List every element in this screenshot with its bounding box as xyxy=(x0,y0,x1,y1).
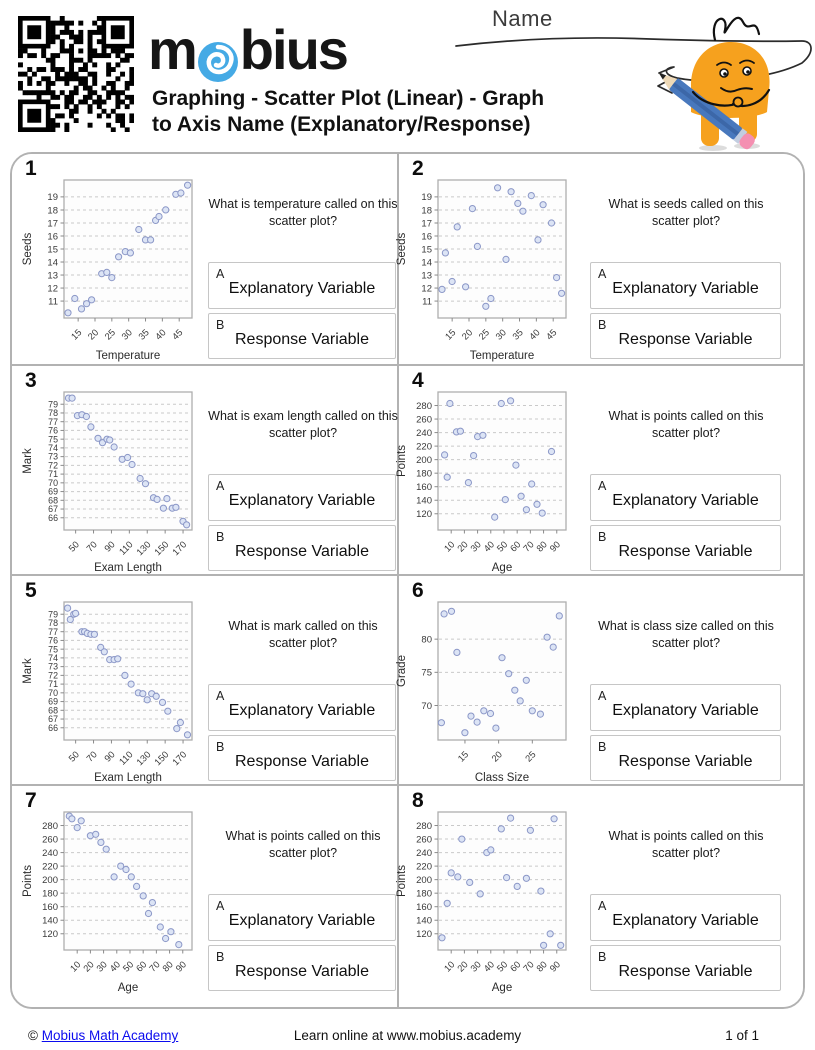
answer-options xyxy=(208,262,396,359)
svg-text:180: 180 xyxy=(416,888,432,900)
svg-text:280: 280 xyxy=(416,400,432,412)
svg-text:170: 170 xyxy=(170,749,189,768)
svg-text:72: 72 xyxy=(48,670,58,681)
svg-text:280: 280 xyxy=(42,820,58,832)
svg-text:74: 74 xyxy=(48,653,58,664)
svg-text:67: 67 xyxy=(48,504,58,515)
svg-text:110: 110 xyxy=(117,749,135,767)
svg-text:60: 60 xyxy=(134,959,149,974)
title-line-1: Graphing - Scatter Plot (Linear) - Graph xyxy=(152,87,545,110)
answer-label-b: Response Variable xyxy=(234,543,369,560)
answer-letter-a: A xyxy=(216,267,225,281)
logo-text-bius: bius xyxy=(239,17,347,81)
answer-label-b: Response Variable xyxy=(618,963,753,980)
svg-text:77: 77 xyxy=(48,416,58,427)
svg-text:74: 74 xyxy=(48,443,58,454)
question-panel-6 xyxy=(396,576,803,786)
svg-text:13: 13 xyxy=(421,270,432,282)
answer-options xyxy=(208,474,396,571)
svg-text:14: 14 xyxy=(47,257,58,269)
svg-text:10: 10 xyxy=(442,539,457,554)
answer-option-b[interactable] xyxy=(208,945,396,991)
footer-learn-online: Learn online at www.mobius.academy xyxy=(293,1028,522,1043)
svg-text:75: 75 xyxy=(421,667,432,679)
question-number: 2 xyxy=(412,157,424,180)
answer-label-a: Explanatory Variable xyxy=(612,912,759,929)
svg-text:78: 78 xyxy=(48,618,58,629)
svg-text:11: 11 xyxy=(48,296,58,308)
svg-text:19: 19 xyxy=(421,192,432,204)
svg-text:130: 130 xyxy=(134,749,153,768)
answer-label-a: Explanatory Variable xyxy=(228,912,376,929)
svg-text:200: 200 xyxy=(416,874,432,886)
svg-text:66: 66 xyxy=(48,512,58,523)
question-text: What is points called on this scatter plot? xyxy=(225,829,381,860)
answer-option-a[interactable] xyxy=(590,684,781,731)
answer-label-a: Explanatory Variable xyxy=(612,492,759,509)
scatter-plot-age-points xyxy=(396,384,574,574)
question-text: What is points called on this scatter plot? xyxy=(608,829,764,860)
question-panel-8 xyxy=(396,786,803,1007)
answer-label-b: Response Variable xyxy=(618,331,753,348)
svg-text:180: 180 xyxy=(416,468,432,480)
svg-text:15: 15 xyxy=(455,749,471,764)
svg-text:20: 20 xyxy=(86,327,101,342)
svg-text:11: 11 xyxy=(422,296,432,308)
svg-text:15: 15 xyxy=(47,244,58,256)
answer-option-b[interactable] xyxy=(590,525,781,571)
svg-text:90: 90 xyxy=(102,749,117,764)
question-text: What is seeds called on this scatter plot? xyxy=(608,197,764,228)
answer-letter-a: A xyxy=(598,479,607,493)
question-number: 4 xyxy=(412,369,424,392)
svg-text:14: 14 xyxy=(421,257,432,269)
answer-label-b: Response Variable xyxy=(234,753,369,770)
svg-text:80: 80 xyxy=(534,539,549,554)
svg-text:67: 67 xyxy=(48,714,58,725)
answer-label-b: Response Variable xyxy=(234,331,369,348)
answer-label-b: Response Variable xyxy=(618,753,753,770)
svg-text:15: 15 xyxy=(69,327,84,342)
svg-text:90: 90 xyxy=(547,539,563,554)
svg-text:30: 30 xyxy=(468,959,484,974)
answer-option-a[interactable] xyxy=(208,474,396,521)
svg-text:80: 80 xyxy=(421,634,432,646)
answer-options xyxy=(590,894,781,991)
svg-text:30: 30 xyxy=(94,959,110,974)
svg-text:50: 50 xyxy=(121,959,136,974)
scatter-plot-age-points xyxy=(396,804,574,994)
svg-text:160: 160 xyxy=(416,902,432,914)
scatter-plot-examlength-mark xyxy=(22,594,200,784)
footer-page-indicator: 1 of 1 xyxy=(725,1028,759,1043)
answer-letter-a: A xyxy=(598,267,607,281)
svg-text:180: 180 xyxy=(42,888,58,900)
svg-text:25: 25 xyxy=(523,749,538,764)
svg-text:170: 170 xyxy=(170,539,189,558)
answer-options xyxy=(590,684,781,781)
answer-letter-a: A xyxy=(598,899,607,913)
svg-text:140: 140 xyxy=(416,495,432,507)
answer-letter-b: B xyxy=(216,740,225,754)
svg-text:Grade: Grade xyxy=(396,655,408,687)
svg-text:72: 72 xyxy=(48,460,58,471)
scatter-plot-examlength-mark xyxy=(22,384,200,574)
answer-label-a: Explanatory Variable xyxy=(228,492,376,509)
svg-text:Points: Points xyxy=(396,865,408,897)
svg-text:Exam Length: Exam Length xyxy=(94,562,162,574)
svg-text:200: 200 xyxy=(416,454,432,466)
svg-text:30: 30 xyxy=(468,539,484,554)
answer-option-a[interactable] xyxy=(208,894,396,941)
svg-text:50: 50 xyxy=(495,539,510,554)
svg-text:75: 75 xyxy=(48,434,58,445)
svg-text:25: 25 xyxy=(102,327,118,342)
svg-text:260: 260 xyxy=(42,834,58,846)
svg-text:79: 79 xyxy=(48,609,58,620)
svg-text:50: 50 xyxy=(66,749,82,764)
copyright-symbol: © xyxy=(28,1028,38,1043)
answer-option-a[interactable] xyxy=(590,474,781,521)
answer-options xyxy=(590,474,781,571)
svg-text:90: 90 xyxy=(547,959,563,974)
svg-text:40: 40 xyxy=(153,327,168,342)
svg-text:260: 260 xyxy=(416,834,432,846)
answer-letter-a: A xyxy=(598,689,607,703)
answer-options xyxy=(208,684,396,781)
svg-text:240: 240 xyxy=(416,847,432,859)
answer-options xyxy=(208,894,396,991)
svg-text:18: 18 xyxy=(421,205,432,217)
svg-text:160: 160 xyxy=(416,482,432,494)
question-number: 1 xyxy=(25,157,37,180)
svg-text:Age: Age xyxy=(491,982,513,994)
answer-option-b[interactable] xyxy=(208,313,396,359)
question-text: What is temperature called on this scatter plot? xyxy=(208,197,398,228)
svg-text:76: 76 xyxy=(48,635,58,646)
svg-text:35: 35 xyxy=(136,327,151,342)
scatter-plot-age-points xyxy=(22,804,200,994)
svg-text:120: 120 xyxy=(416,929,432,941)
answer-options xyxy=(590,262,781,359)
svg-text:77: 77 xyxy=(48,626,58,637)
svg-text:73: 73 xyxy=(48,451,58,462)
answer-option-b[interactable] xyxy=(208,735,396,781)
svg-text:Age: Age xyxy=(491,562,513,574)
svg-text:68: 68 xyxy=(48,495,58,506)
svg-text:73: 73 xyxy=(48,661,58,672)
svg-text:70: 70 xyxy=(48,687,58,698)
svg-text:68: 68 xyxy=(48,705,58,716)
svg-text:220: 220 xyxy=(42,861,58,873)
svg-text:70: 70 xyxy=(521,539,536,554)
qr-code xyxy=(18,16,134,132)
svg-text:110: 110 xyxy=(117,539,135,557)
name-label: Name xyxy=(492,6,553,31)
svg-text:50: 50 xyxy=(66,539,82,554)
svg-text:17: 17 xyxy=(47,218,58,230)
mobius-o-icon xyxy=(197,31,239,73)
svg-text:40: 40 xyxy=(481,959,497,974)
answer-option-a[interactable] xyxy=(590,262,781,309)
svg-text:150: 150 xyxy=(152,749,171,768)
mascot-illustration xyxy=(643,0,813,152)
svg-text:20: 20 xyxy=(81,959,96,974)
svg-text:Mark: Mark xyxy=(22,658,34,684)
svg-text:260: 260 xyxy=(416,414,432,426)
svg-text:Seeds: Seeds xyxy=(22,232,34,266)
svg-text:70: 70 xyxy=(521,959,536,974)
answer-letter-b: B xyxy=(598,950,607,964)
answer-letter-b: B xyxy=(216,530,225,544)
svg-text:17: 17 xyxy=(421,218,432,230)
question-text: What is exam length called on this scatter plot? xyxy=(208,409,398,440)
svg-text:160: 160 xyxy=(42,902,58,914)
svg-text:69: 69 xyxy=(48,696,58,707)
mobius-math-academy-link[interactable]: Mobius Math Academy xyxy=(41,1028,179,1043)
svg-text:15: 15 xyxy=(443,327,458,342)
svg-text:150: 150 xyxy=(152,539,171,558)
svg-text:80: 80 xyxy=(160,959,175,974)
svg-text:19: 19 xyxy=(47,192,58,204)
svg-text:69: 69 xyxy=(48,486,58,497)
svg-text:240: 240 xyxy=(42,847,58,859)
question-number: 6 xyxy=(412,579,424,602)
question-text: What is class size called on this scatter plot? xyxy=(598,619,774,650)
answer-option-a[interactable] xyxy=(208,684,396,731)
answer-letter-a: A xyxy=(216,479,225,493)
svg-text:20: 20 xyxy=(460,327,475,342)
svg-text:130: 130 xyxy=(134,539,153,558)
svg-text:90: 90 xyxy=(173,959,189,974)
svg-text:40: 40 xyxy=(527,327,542,342)
svg-text:35: 35 xyxy=(510,327,525,342)
answer-label-a: Explanatory Variable xyxy=(228,702,376,719)
worksheet-title xyxy=(152,86,544,138)
answer-label-a: Explanatory Variable xyxy=(228,280,376,297)
question-panel-5 xyxy=(12,576,399,786)
question-panel-4 xyxy=(396,366,803,576)
svg-text:70: 70 xyxy=(84,749,99,764)
svg-text:220: 220 xyxy=(416,441,432,453)
svg-text:Points: Points xyxy=(396,445,408,477)
answer-label-a: Explanatory Variable xyxy=(612,280,759,297)
svg-text:13: 13 xyxy=(47,270,58,282)
question-panel-2 xyxy=(396,154,803,366)
svg-text:Points: Points xyxy=(22,865,34,897)
svg-text:70: 70 xyxy=(48,477,58,488)
answer-label-b: Response Variable xyxy=(618,543,753,560)
svg-text:71: 71 xyxy=(48,679,58,690)
svg-text:25: 25 xyxy=(476,327,492,342)
svg-text:60: 60 xyxy=(508,959,523,974)
svg-text:90: 90 xyxy=(102,539,117,554)
svg-text:120: 120 xyxy=(416,509,432,521)
mobius-logo xyxy=(148,18,347,80)
svg-text:200: 200 xyxy=(42,874,58,886)
svg-text:Age: Age xyxy=(117,982,139,994)
answer-option-a[interactable] xyxy=(208,262,396,309)
answer-letter-b: B xyxy=(598,318,607,332)
svg-text:140: 140 xyxy=(42,915,58,927)
scatter-plot-temperature-seeds xyxy=(22,172,200,362)
svg-text:Temperature: Temperature xyxy=(469,350,535,362)
svg-text:120: 120 xyxy=(42,929,58,941)
question-text: What is mark called on this scatter plot? xyxy=(228,619,378,650)
question-number: 3 xyxy=(25,369,37,392)
question-panel-3 xyxy=(12,366,399,576)
answer-letter-a: A xyxy=(216,899,225,913)
svg-text:45: 45 xyxy=(544,327,559,342)
svg-text:10: 10 xyxy=(68,959,83,974)
svg-text:40: 40 xyxy=(481,539,497,554)
svg-text:12: 12 xyxy=(421,283,432,295)
question-number: 8 xyxy=(412,789,424,812)
svg-text:45: 45 xyxy=(170,327,185,342)
answer-label-b: Response Variable xyxy=(234,963,369,980)
svg-text:20: 20 xyxy=(489,749,505,764)
logo-text-m: m xyxy=(148,17,196,81)
scatter-plot-temperature-seeds xyxy=(396,172,574,362)
svg-text:16: 16 xyxy=(47,231,58,243)
svg-text:78: 78 xyxy=(48,408,58,419)
answer-option-b[interactable] xyxy=(590,945,781,991)
svg-text:76: 76 xyxy=(48,425,58,436)
svg-text:20: 20 xyxy=(455,959,470,974)
svg-text:30: 30 xyxy=(493,327,509,342)
svg-text:71: 71 xyxy=(48,469,58,480)
svg-text:30: 30 xyxy=(119,327,135,342)
svg-text:50: 50 xyxy=(495,959,510,974)
question-text: What is points called on this scatter plot? xyxy=(608,409,764,440)
svg-text:Seeds: Seeds xyxy=(396,232,408,266)
svg-text:220: 220 xyxy=(416,861,432,873)
answer-option-a[interactable] xyxy=(590,894,781,941)
svg-text:20: 20 xyxy=(455,539,470,554)
answer-letter-b: B xyxy=(598,530,607,544)
answer-option-b[interactable] xyxy=(590,735,781,781)
svg-text:140: 140 xyxy=(416,915,432,927)
answer-letter-b: B xyxy=(598,740,607,754)
svg-text:79: 79 xyxy=(48,399,58,410)
answer-letter-a: A xyxy=(216,689,225,703)
question-number: 5 xyxy=(25,579,37,602)
scatter-plot-classsize-grade xyxy=(396,594,574,784)
svg-text:Mark: Mark xyxy=(22,448,34,474)
svg-text:10: 10 xyxy=(442,959,457,974)
svg-text:40: 40 xyxy=(107,959,123,974)
svg-text:16: 16 xyxy=(421,231,432,243)
svg-text:70: 70 xyxy=(421,700,432,712)
svg-text:Temperature: Temperature xyxy=(95,350,161,362)
svg-text:80: 80 xyxy=(534,959,549,974)
title-line-2: to Axis Name (Explanatory/Response) xyxy=(152,113,531,136)
svg-text:240: 240 xyxy=(416,427,432,439)
svg-text:Exam Length: Exam Length xyxy=(94,772,162,784)
svg-text:280: 280 xyxy=(416,820,432,832)
questions-grid xyxy=(10,152,805,1009)
svg-text:66: 66 xyxy=(48,722,58,733)
svg-text:Class Size: Class Size xyxy=(474,772,530,784)
answer-option-b[interactable] xyxy=(590,313,781,359)
svg-text:18: 18 xyxy=(47,205,58,217)
svg-text:15: 15 xyxy=(421,244,432,256)
svg-text:75: 75 xyxy=(48,644,58,655)
answer-option-b[interactable] xyxy=(208,525,396,571)
answer-letter-b: B xyxy=(216,318,225,332)
svg-text:70: 70 xyxy=(84,539,99,554)
svg-text:60: 60 xyxy=(508,539,523,554)
answer-label-a: Explanatory Variable xyxy=(612,702,759,719)
question-panel-7 xyxy=(12,786,399,1007)
answer-letter-b: B xyxy=(216,950,225,964)
question-panel-1 xyxy=(12,154,399,366)
svg-text:12: 12 xyxy=(47,283,58,295)
svg-text:70: 70 xyxy=(147,959,162,974)
question-number: 7 xyxy=(25,789,37,812)
